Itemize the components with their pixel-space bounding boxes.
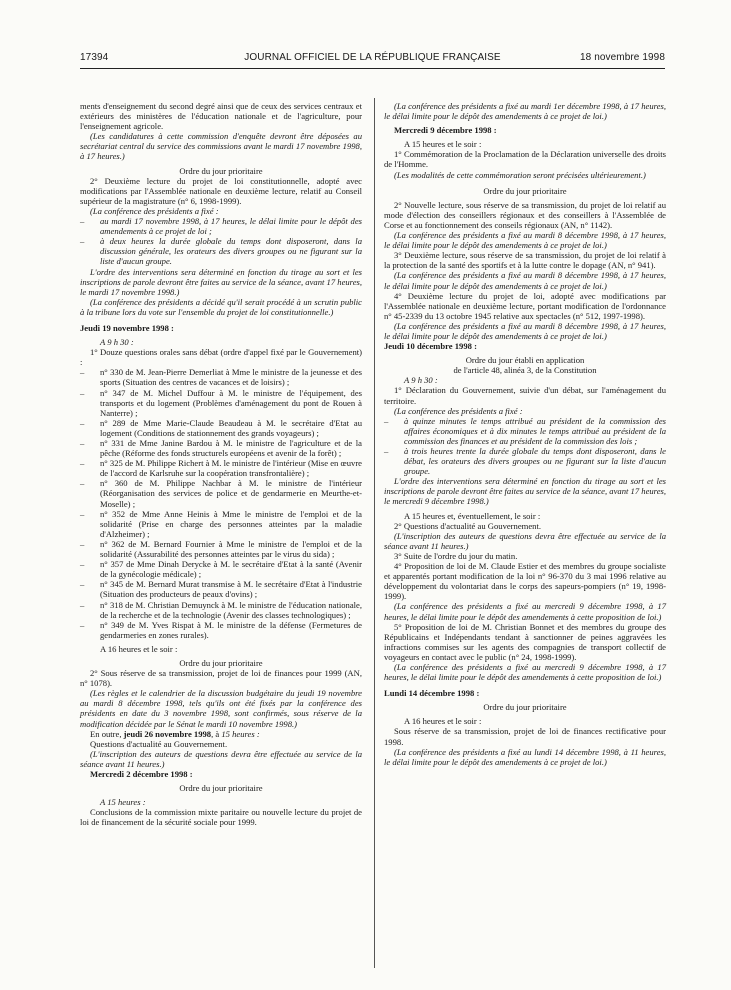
time-heading: A 9 h 30 : [404, 375, 438, 386]
paragraph: (La conférence des présidents a fixé : [90, 205, 219, 216]
paragraph: L'ordre des interventions sera déterminé en fonction du tirage au sort et les inscriptions de parole devront être faites au service de la séance, avant 17 heures, le mercredi 9 décembre 1998.) [384, 476, 667, 507]
time-heading: A 15 heures et le soir : [404, 139, 482, 150]
paragraph: 5° Proposition de loi de M. Christian Bonnet et des membres du groupe des Républicains et Indépendants tendant à sanctionner de peines aggravées les infractions commises sur les agents des compagnies de transport collectif de voyageurs en contact avec le public (n° 24, 1998-1999). [384, 621, 666, 662]
date-heading: Mercredi 9 décembre 1998 : [394, 125, 497, 136]
paragraph: (Les règles et le calendrier de la discussion budgétaire du jeudi 19 novembre au mardi 8 décembre 1998, tels qu'ils ont été fixés par la conférence des présidents en date du 3 novembre 1998, sont confirmés, sous réserve de la modification décidée par le Sénat le mardi 10 novembre 1998.) [80, 688, 362, 729]
paragraph: (L'inscription des auteurs de questions devra être effectuée au service de la séance avant 11 heures.) [80, 748, 362, 769]
list-item: – n° 352 de Mme Anne Heinis à Mme le ministre de l'emploi et de la solidarité (Prise en charge des personnes atteintes par la maladie d'Alzheimer) ; [80, 508, 362, 539]
paragraph: L'ordre des interventions sera déterminé en fonction du tirage au sort et les inscriptions de parole devront être faites au service de la séance, avant 17 heures, le mardi 17 novembre 1998.) [80, 266, 363, 297]
list-item: – n° 330 de M. Jean-Pierre Demerliat à Mme le ministre de la jeunesse et des sports (Situation des centres de vacances et de loisirs) ; [80, 367, 362, 388]
list-item: – à trois heures trente la durée globale du temps dont disposeront, dans le débat, les orateurs des divers groupes ou ne figurant sur la liste d'aucun groupe. [384, 446, 666, 477]
paragraph: 1° Commémoration de la Proclamation de la Déclaration universelle des droits de l'Homme. [384, 149, 666, 170]
paragraph: 1° Douze questions orales sans débat (ordre d'appel fixé par le Gouvernement) : [80, 347, 362, 368]
section-heading: Ordre du jour établi en application [465, 355, 585, 366]
list-item: – à quinze minutes le temps attribué au président de la commission des affaires économiques et à dix minutes le temps attribué au président de la commission des finances et au président de la commission des lois ; [384, 415, 666, 446]
paragraph: Questions d'actualité au Gouvernement. [90, 738, 228, 749]
right-column [384, 101, 666, 767]
column-divider [374, 98, 375, 968]
paragraph: (La conférence des présidents a fixé : [394, 405, 523, 416]
paragraph: (La conférence des présidents a fixé au mardi 8 décembre 1998, à 17 heures, le délai limite pour le dépôt des amendements à ce projet de loi.) [384, 270, 666, 291]
list-item: – n° 331 de Mme Janine Bardou à M. le ministre de l'agriculture et de la pêche (Réforme des fonds structurels européens et avenir de la forêt) ; [80, 438, 362, 459]
paragraph: Sous réserve de sa transmission, projet de loi de finances rectificative pour 1998. [384, 726, 666, 747]
section-heading: Ordre du jour prioritaire [483, 702, 567, 713]
section-heading: Ordre du jour prioritaire [179, 165, 263, 176]
list-item: – n° 349 de M. Yves Rispat à M. le ministre de la défense (Fermetures de gendarmeries en zones rurales). [80, 619, 362, 640]
time-heading: A 15 heures : [100, 797, 146, 808]
list-item: – à deux heures la durée globale du temps dont disposeront, dans la discussion générale, les orateurs des divers groupes ou ne figurant sur la liste d'aucun groupe. [80, 236, 362, 267]
date-heading: Lundi 14 décembre 1998 : [384, 688, 480, 699]
paragraph: (La conférence des présidents a fixé au mardi 8 décembre 1998, à 17 heures, le délai limite pour le dépôt des amendements à ce projet de loi.) [384, 230, 666, 251]
paragraph: ments d'enseignement du second degré ainsi que de ceux des services centraux et extérieurs des ministères de l'éducation nationale et de l'agriculture, pour l'enseignement agricole. [80, 101, 362, 132]
left-column [80, 101, 362, 827]
time-heading: A 15 heures et, éventuellement, le soir : [404, 510, 541, 521]
time-heading: A 16 heures et le soir : [100, 643, 178, 654]
paragraph: (La conférence des présidents a fixé au lundi 14 décembre 1998, à 11 heures, le délai limite pour le dépôt des amendements à ce projet de loi.) [384, 746, 666, 767]
section-heading: Ordre du jour prioritaire [179, 657, 263, 668]
page-header [80, 52, 665, 68]
issue-date: 18 novembre 1998 [580, 52, 665, 63]
list-item: – n° 325 de M. Philippe Richert à M. le ministre de l'intérieur (Mise en œuvre de l'accord de Karlsruhe sur la coopération transfrontalière) ; [80, 458, 362, 479]
paragraph: 3° Deuxième lecture, sous réserve de sa transmission, du projet de loi relatif à la protection de la santé des sportifs et à la lutte contre le dopage (AN, n° 941). [384, 250, 666, 271]
list-item: – au mardi 17 novembre 1998, à 17 heures, le délai limite pour le dépôt des amendements à ce projet de loi ; [80, 216, 362, 237]
paragraph: En outre, jeudi 26 novembre 1998, à 15 heures : [90, 728, 260, 739]
header-rule [80, 68, 665, 69]
paragraph: 4° Deuxième lecture du projet de loi, adopté avec modifications par l'Assemblée nationale en deuxième lecture, portant modification de l'ordonnance n° 45-2339 du 13 octobre 1945 relative aux spectacles (n° 512, 1997-1998). [384, 290, 666, 321]
list-item: – n° 347 de M. Michel Duffour à M. le ministre de l'équipement, des transports et du logement (Problèmes d'aménagement du pont de Rouen à Nanterre) ; [80, 387, 362, 418]
paragraph: (Les candidatures à cette commission d'enquête devront être déposées au secrétariat central du service des commissions avant le mardi 17 novembre 1998, à 17 heures.) [80, 131, 362, 162]
paragraph: 2° Questions d'actualité au Gouvernement. [394, 520, 541, 531]
paragraph: (La conférence des présidents a décidé qu'il serait procédé à un scrutin public à la tribune lors du vote sur l'ensemble du projet de loi constitutionnelle.) [80, 296, 362, 317]
question-list [80, 367, 362, 640]
paragraph: (La conférence des présidents a fixé au mercredi 9 décembre 1998, à 17 heures, le délai limite pour le dépôt des amendements à cette proposition de loi.) [384, 601, 666, 622]
list-item: – n° 362 de M. Bernard Fournier à Mme le ministre de l'emploi et de la solidarité (Assurabilité des personnes atteintes par le virus du sida) ; [80, 538, 362, 560]
list-item: – n° 357 de Mme Dinah Derycke à M. le secrétaire d'Etat à la santé (Avenir de la gynécologie médicale) ; [80, 559, 362, 580]
time-heading: A 16 heures et le soir : [404, 716, 482, 727]
section-heading: Ordre du jour prioritaire [179, 783, 263, 794]
paragraph: 2° Nouvelle lecture, sous réserve de sa transmission, du projet de loi relatif au mode d'élection des conseillers régionaux et des conseillers à l'Assemblée de Corse et au fonctionnement des conseils régionaux (AN, n° 1142). [384, 199, 666, 230]
section-heading: Ordre du jour prioritaire [483, 185, 567, 196]
paragraph: (La conférence des présidents a fixé au mardi 8 décembre 1998, à 17 heures, le délai limite pour le dépôt des amendements à ce projet de loi.) [384, 320, 666, 341]
paragraph: 1° Déclaration du Gouvernement, suivie d'un débat, sur l'aménagement du territoire. [384, 385, 666, 406]
list-item: – n° 289 de Mme Marie-Claude Beaudeau à M. le secrétaire d'Etat au logement (Conditions de stationnement des grands voyageurs) ; [80, 417, 362, 438]
list-item: – n° 360 de M. Philippe Nachbar à M. le ministre de l'intérieur (Réorganisation des services de police et de gendarmerie en Meurthe-et-Moselle) ; [80, 478, 362, 509]
paragraph: 2° Sous réserve de sa transmission, projet de loi de finances pour 1999 (AN, n° 1078). [80, 668, 362, 689]
date-heading: Jeudi 19 novembre 1998 : [80, 322, 174, 333]
time-heading: A 9 h 30 : [100, 337, 134, 348]
paragraph: (Les modalités de cette commémoration seront précisées ultérieurement.) [394, 169, 646, 180]
journal-title: JOURNAL OFFICIEL DE LA RÉPUBLIQUE FRANÇAISE [244, 52, 501, 63]
list-item: – n° 318 de M. Christian Demuynck à M. le ministre de l'éducation nationale, de la recherche et de la technologie (Avenir des classes technologiques) ; [80, 599, 362, 620]
date-heading: Jeudi 10 décembre 1998 : [384, 341, 477, 352]
paragraph: Conclusions de la commission mixte paritaire ou nouvelle lecture du projet de loi de financement de la sécurité sociale pour 1999. [80, 807, 362, 828]
date-heading: Mercredi 2 décembre 1998 : [90, 769, 193, 779]
page-number: 17394 [80, 52, 109, 63]
paragraph: (La conférence des présidents a fixé au mardi 1er décembre 1998, à 17 heures, le délai limite pour le dépôt des amendements à ce projet de loi.) [384, 101, 666, 122]
paragraph: 2° Deuxième lecture du projet de loi constitutionnelle, adopté avec modifications par l'Assemblée nationale en deuxième lecture, relatif au Conseil supérieur de la magistrature (n° 6, 1998-1999). [80, 175, 362, 206]
section-heading: de l'article 48, alinéa 3, de la Constitution [453, 365, 597, 376]
paragraph: (La conférence des présidents a fixé au mercredi 9 décembre 1998, à 17 heures, le délai limite pour le dépôt des amendements à cette proposition de loi.) [384, 661, 666, 683]
paragraph: 4° Proposition de loi de M. Claude Estier et des membres du groupe socialiste et apparentés portant modification de la loi n° 96-370 du 3 mai 1996 relative au développement du volontariat dans le corps des sapeurs-pompiers (n° 19, 1998-1999). [384, 561, 666, 602]
list-item: – n° 345 de M. Bernard Murat transmise à M. le secrétaire d'Etat à l'industrie (Situation des producteurs de peaux d'ovins) ; [80, 579, 362, 600]
paragraph: 3° Suite de l'ordre du jour du matin. [394, 550, 518, 561]
paragraph: (L'inscription des auteurs de questions devra être effectuée au service de la séance avant 11 heures.) [384, 530, 666, 551]
